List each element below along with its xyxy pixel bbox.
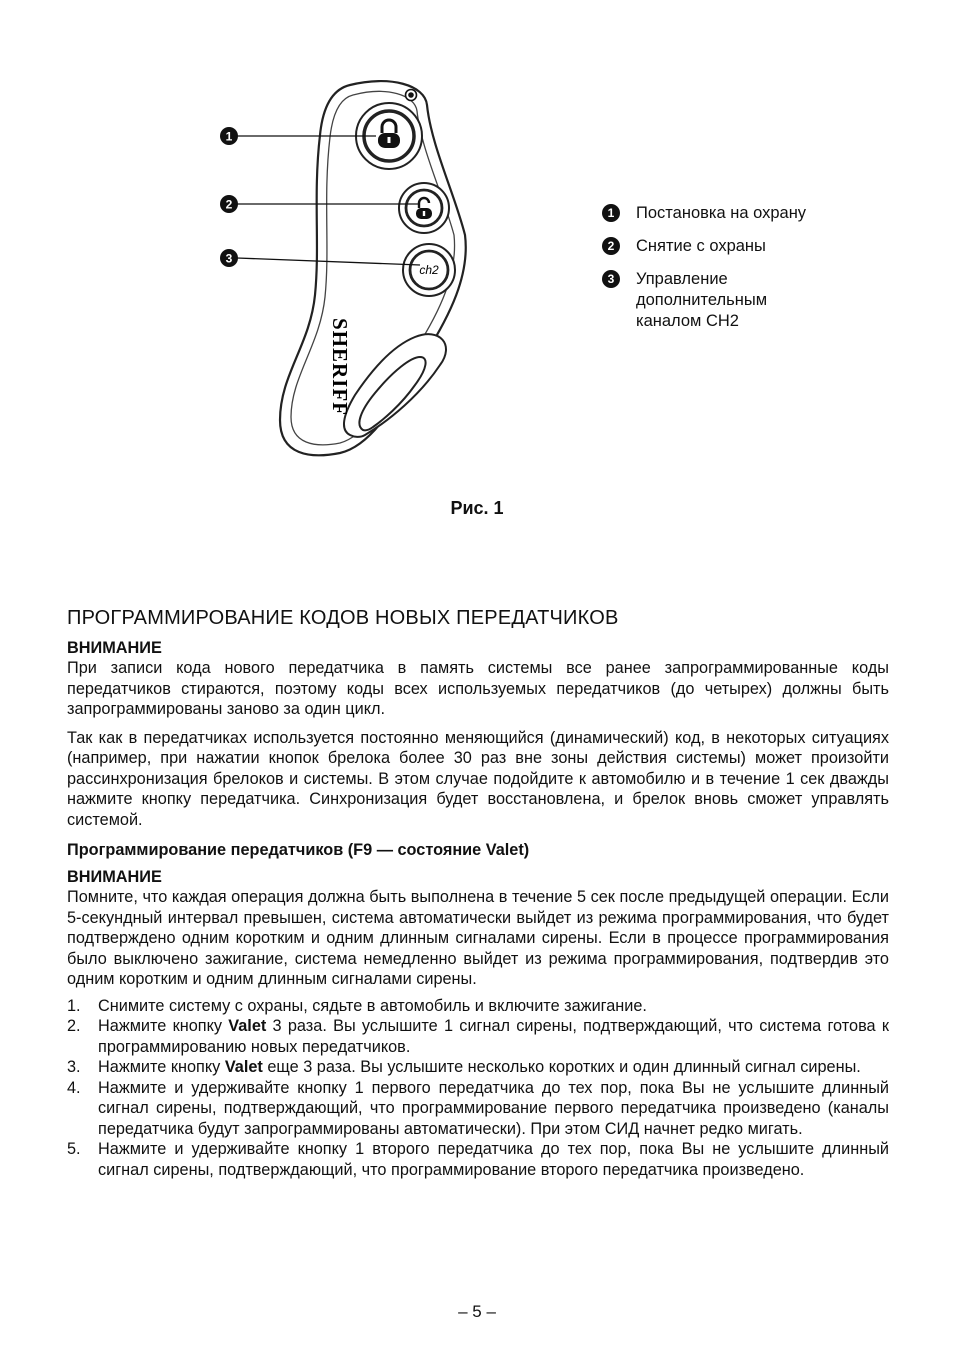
- section-title: ПРОГРАММИРОВАНИЕ КОДОВ НОВЫХ ПЕРЕДАТЧИКОВ: [67, 607, 619, 629]
- svg-text:3: 3: [225, 251, 233, 266]
- subheading: Программирование передатчиков (F9 — состояние Valet): [67, 841, 530, 859]
- step-text: Нажмите и удерживайте кнопку 1 первого передатчика до тех пор, пока Вы не услышите длинный сигнал сирены, подтверждающий, что программирование первого передатчика произведено (каналы передатчика будут запрограммированы автоматически). При этом СИД начнет редко мигать.: [98, 1078, 889, 1138]
- paragraph: Так как в передатчиках используется постоянно меняющийся (динамический) код, в некоторых ситуациях (например, при нажатии кнопок брелока более 30 раз вне зоны действия системы) может произойти рассинхронизация брелоков и системы. В этом случае подойдите к автомобилю и в течение 1 сек дважды нажмите кнопку передатчика. Синхронизация будет восстановлена, и брелок вновь сможет управлять системой.: [67, 728, 889, 829]
- callout-3: [220, 249, 238, 267]
- step-number: 4.: [67, 1078, 81, 1097]
- figure-caption: Рис. 1: [450, 498, 504, 518]
- brand-logo: SHERIFF: [328, 318, 352, 417]
- key-fob-illustration: [215, 75, 475, 475]
- legend-text: Управление дополнительным каналом CH2: [636, 270, 768, 330]
- list-item: [67, 1057, 889, 1078]
- warning-paragraph: Помните, что каждая операция должна быть выполнена в течение 5 сек после предыдущей операции. Если 5-секундный интервал превышен, система автоматически выйдет из режима программирования, что будет подтверждено одним коротким и одним длинным сигналами сирены. Если в процессе программирования было выключено зажигание, система немедленно выйдет из режима программирования, подтвердив это одним коротким и одним длинным сигналами сирены.: [67, 888, 889, 988]
- legend-item: [602, 269, 862, 332]
- legend-item: [602, 203, 862, 224]
- ch2-label: ch2: [419, 263, 439, 277]
- legend-number: 2: [602, 237, 620, 255]
- list-item: [67, 1078, 889, 1140]
- legend-text: Постановка на охрану: [636, 204, 807, 222]
- key-fob-figure: [215, 75, 475, 475]
- legend-number: 1: [602, 204, 620, 222]
- step-text: Снимите систему с охраны, сядьте в автомобиль и включите зажигание.: [98, 996, 647, 1015]
- warning-label: ВНИМАНИЕ: [67, 638, 162, 657]
- legend-item: [602, 236, 862, 257]
- svg-text:1: 1: [225, 129, 233, 144]
- warning-label: ВНИМАНИЕ: [67, 867, 162, 886]
- step-number: 2.: [67, 1017, 81, 1035]
- list-item: [67, 1139, 889, 1180]
- legend-text: Снятие с охраны: [636, 237, 766, 255]
- callout-2: [220, 195, 238, 213]
- svg-text:2: 2: [225, 197, 233, 212]
- legend-number: 3: [602, 270, 620, 288]
- warning-paragraph: При записи кода нового передатчика в память системы все ранее запрограммированные коды передатчиков стираются, поэтому коды всех используемых передатчиков (до четырех) должны быть запрограммированы заново за один цикл.: [67, 659, 889, 718]
- step-text: Нажмите кнопку Valet еще 3 раза. Вы услышите несколько коротких и один длинный сигнал сирены.: [98, 1058, 861, 1076]
- step-number: 3.: [67, 1058, 81, 1076]
- step-text: Нажмите кнопку Valet 3 раза. Вы услышите 1 сигнал сирены, подтверждающий, что система готова к программированию новых передатчиков.: [98, 1017, 889, 1056]
- page-number: – 5 –: [458, 1302, 496, 1321]
- list-item: [67, 996, 889, 1017]
- list-item: [67, 1016, 889, 1057]
- callout-1: [220, 127, 238, 145]
- steps-list: [67, 996, 889, 1181]
- figure-legend: [602, 203, 862, 344]
- main-content: [67, 608, 889, 1180]
- step-number: 1.: [67, 996, 81, 1015]
- step-text: Нажмите и удерживайте кнопку 1 второго передатчика до тех пор, пока Вы не услышите длинный сигнал сирены, подтверждающий, что программирование второго передатчика произведено.: [98, 1140, 889, 1179]
- step-number: 5.: [67, 1140, 81, 1158]
